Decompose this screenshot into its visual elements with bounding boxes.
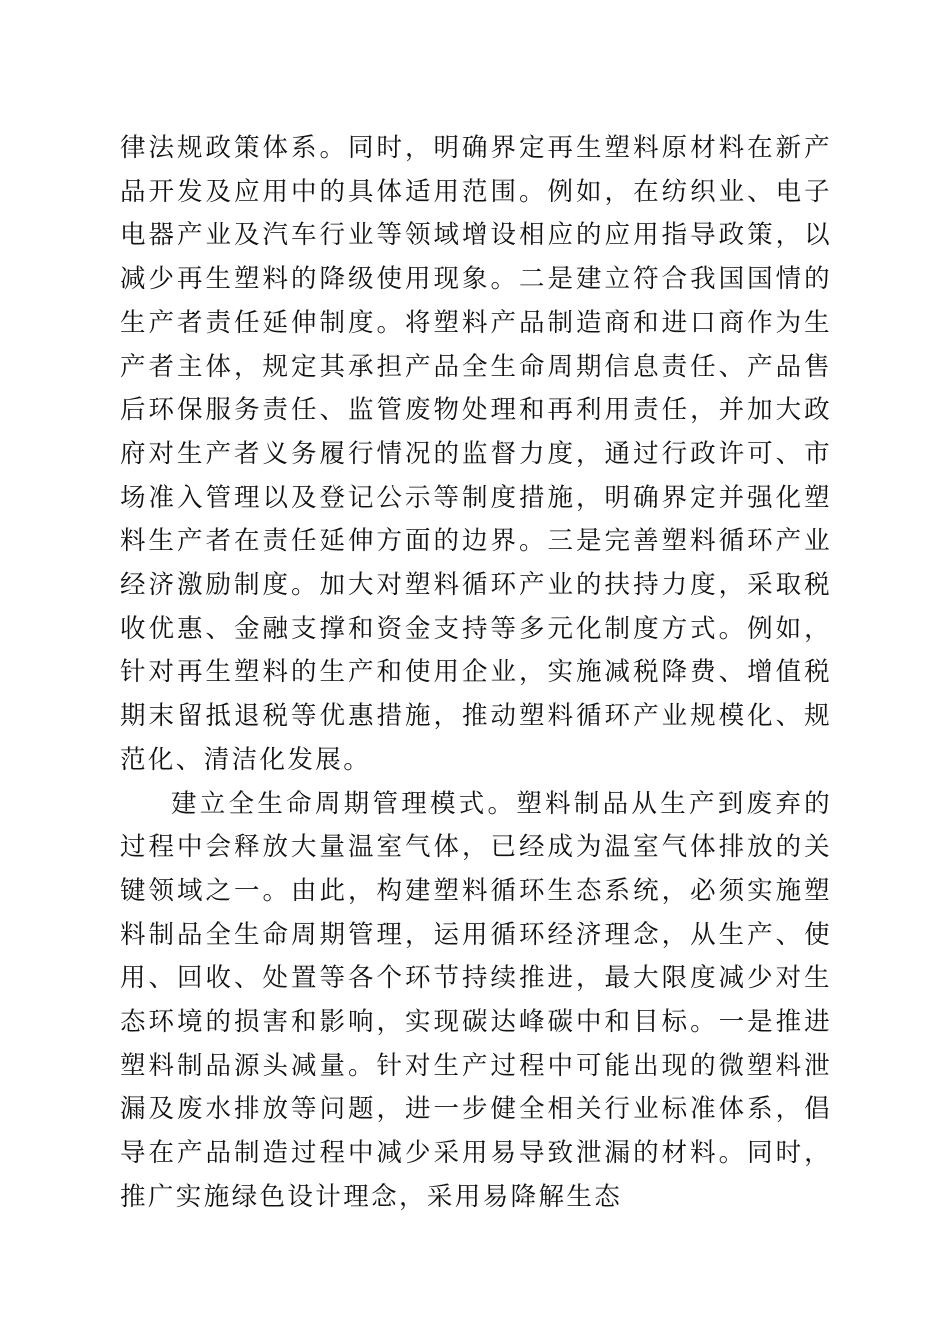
paragraph-policy-system: 律法规政策体系。同时，明确界定再生塑料原材料在新产品开发及应用中的具体适用范围。例如，在纺织业、电子电器产业及汽车行业等领域增设相应的应用指导政策，以减少再生塑料的降级使用现象。二是建立符合我国国情的生产者责任延伸制度。将塑料产品制造商和进口商作为生产者主体，规定其承担产品全生命周期信息责任、产品售后环保服务责任、监管废物处理和再利用责任，并加大政府对生产者义务履行情况的监督力度，通过行政许可、市场准入管理以及登记公示等制度措施，明确界定并强化塑料生产者在责任延伸方面的边界。三是完善塑料循环产业经济激励制度。加大对塑料循环产业的扶持力度，采取税收优惠、金融支撑和资金支持等多元化制度方式。例如，针对再生塑料的生产和使用企业，实施减税降费、增值税期末留抵退税等优惠措施，推动塑料循环产业规模化、规范化、清洁化发展。	[120, 133, 832, 775]
body-text	[120, 127, 832, 1220]
paragraph-lifecycle-management: 建立全生命周期管理模式。塑料制品从生产到废弃的过程中会释放大量温室气体，已经成为温室气体排放的关键领域之一。由此，构建塑料循环生态系统，必须实施塑料制品全生命周期管理，运用循环经济理念，从生产、使用、回收、处置等各个环节持续推进，最大限度减少对生态环境的损害和影响，实现碳达峰碳中和目标。一是推进塑料制品源头减量。针对生产过程中可能出现的微塑料泄漏及废水排放等问题，进一步健全相关行业标准体系，倡导在产品制造过程中减少采用易导致泄漏的材料。同时，推广实施绿色设计理念，采用易降解生态	[120, 788, 832, 1212]
